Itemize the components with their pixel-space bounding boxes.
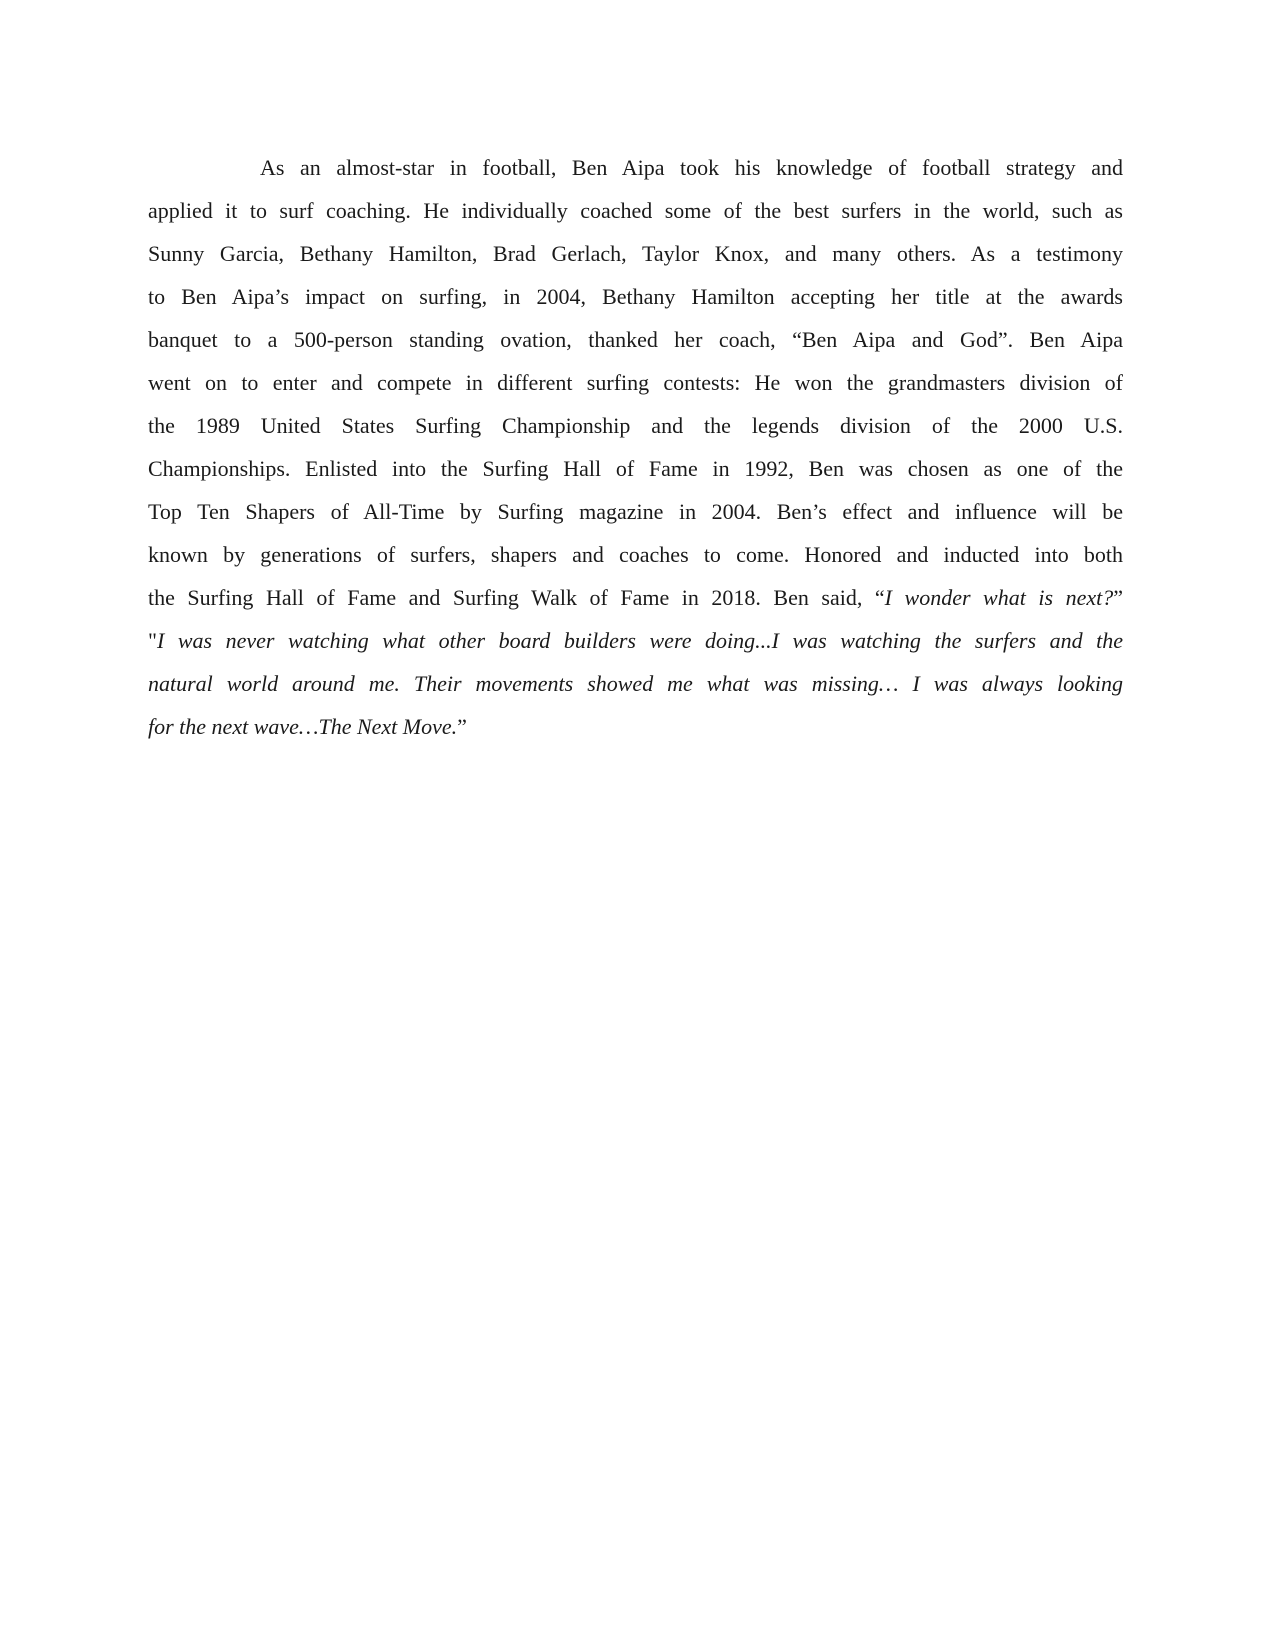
closing-quote: ” [457,714,467,739]
quote-line [148,662,1123,705]
line-text: banquet to a 500-person standing ovation, thanked her coach, “Ben Aipa and God”. Ben Aipa [148,327,1123,352]
quote-italic: I wonder what is next? [884,585,1114,610]
paragraph-line [148,490,1123,533]
paragraph-line [148,189,1123,232]
paragraph-line [148,361,1123,404]
opening-quote: " [148,628,157,653]
paragraph-line [148,275,1123,318]
paragraph-line [148,232,1123,275]
line-text: known by generations of surfers, shapers and coaches to come. Honored and inducted into both [148,542,1123,567]
line-text: Championships. Enlisted into the Surfing Hall of Fame in 1992, Ben was chosen as one of the [148,456,1123,481]
paragraph-line [148,447,1123,490]
quote-italic: for the next wave…The Next Move. [148,714,458,739]
paragraph-line [148,146,1123,189]
body-paragraph [148,146,1123,748]
quote-italic: I was never watching what other board builders were doing...I was watching the surfers and the [156,628,1123,653]
closing-quote: ” [1113,585,1123,610]
paragraph-line [148,533,1123,576]
quote-line [148,619,1123,662]
line-text: the 1989 United States Surfing Championship and the legends division of the 2000 U.S. [148,413,1123,438]
quote-line [148,705,1123,748]
line-text: to Ben Aipa’s impact on surfing, in 2004, Bethany Hamilton accepting her title at the awards [148,284,1123,309]
quote-italic: natural world around me. Their movements showed me what was missing… I was always looking [148,671,1123,696]
line-text: As an almost-star in football, Ben Aipa took his knowledge of football strategy and [260,155,1123,180]
paragraph-line [148,318,1123,361]
line-text: went on to enter and compete in different surfing contests: He won the grandmasters division of [148,370,1123,395]
line-text: applied it to surf coaching. He individually coached some of the best surfers in the world, such as [148,198,1123,223]
paragraph-line [148,576,1123,619]
line-text: Sunny Garcia, Bethany Hamilton, Brad Gerlach, Taylor Knox, and many others. As a testimony [148,241,1123,266]
line-text: Top Ten Shapers of All-Time by Surfing magazine in 2004. Ben’s effect and influence will be [148,499,1123,524]
line-text: the Surfing Hall of Fame and Surfing Walk of Fame in 2018. Ben said, “ [148,585,885,610]
paragraph-line [148,404,1123,447]
